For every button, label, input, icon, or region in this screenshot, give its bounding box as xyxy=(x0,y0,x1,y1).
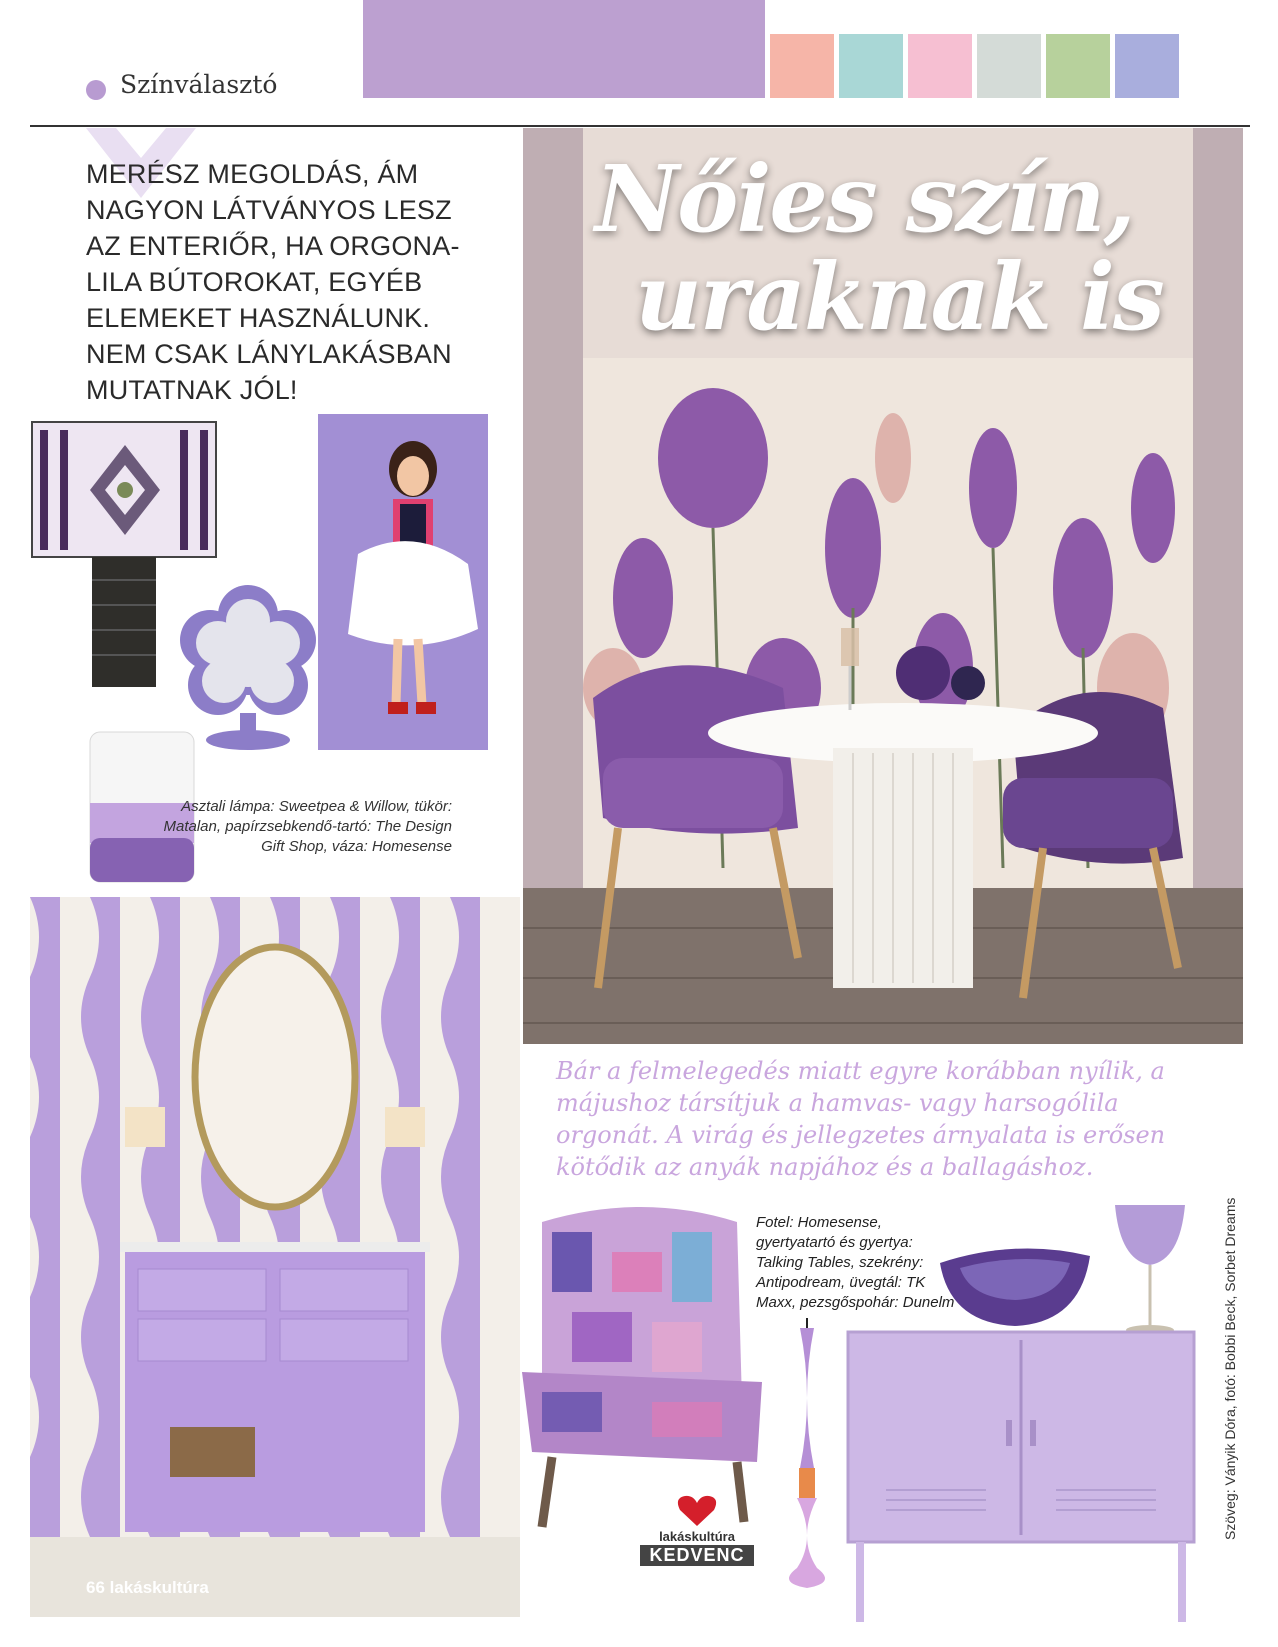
favorite-badge xyxy=(640,1494,754,1566)
swatch-salmon xyxy=(770,34,834,98)
tissue-holder-image xyxy=(318,414,488,750)
page-number: 66 lakáskultúra xyxy=(86,1578,209,1597)
intro-text: MERÉSZ MEGOLDÁS, ÁM NAGYON LÁTVÁNYOS LESZ AZ ENTERIŐR, HA ORGONA-LILA BÚTOROKAT, EGYÉB ELEMEKET HASZNÁLUNK. NEM CSAK LÁNYLAKÁSBAN MUTATNAK JÓL! xyxy=(86,159,460,405)
badge-label: KEDVENC xyxy=(640,1545,754,1566)
swatch-periwinkle xyxy=(1115,34,1179,98)
products-caption-right: Fotel: Homesense, gyertyatartó és gyertya: Talking Tables, szekrény: Antipodream, üvegtál: TK Maxx, pezsgőspohár: Dunelm xyxy=(756,1214,955,1311)
swatch-grey xyxy=(977,34,1041,98)
section-label: Színválasztó xyxy=(120,70,278,99)
pull-quote: Bár a felmelegedés miatt egyre korábban nyílik, a májushoz társítjuk a hamvas- vagy harsogólila orgonát. A virág és jellegzetes árnyalata is erősen kötődik az anyák napjához és a ballagáshoz. xyxy=(556,1057,1166,1181)
header-rule xyxy=(30,125,1250,127)
armchair-image xyxy=(512,1202,770,1534)
swatch-aqua xyxy=(839,34,903,98)
heart-icon xyxy=(640,1494,754,1528)
cabinet-image xyxy=(846,1330,1196,1630)
badge-brand: lakáskultúra xyxy=(640,1528,754,1545)
flower-mirror-image xyxy=(178,585,318,755)
section-dot xyxy=(86,80,106,100)
swatch-pink xyxy=(908,34,972,98)
hero-title-line1: Nőies szín, xyxy=(595,145,1134,253)
hero-title xyxy=(595,145,1163,351)
bathroom-image xyxy=(30,897,520,1617)
products-caption-left: Asztali lámpa: Sweetpea & Willow, tükör: Matalan, papírzsebkendő-tartó: The Design Gift Shop, váza: Homesense xyxy=(163,798,452,855)
champagne-glass-image xyxy=(1110,1200,1190,1340)
glass-bowl-image xyxy=(940,1238,1092,1328)
color-bar-main xyxy=(363,0,765,98)
photo-credit: Szöveg: Ványik Dóra, fotó: Bobbi Beck, Sorbet Dreams xyxy=(1222,1197,1238,1540)
swatch-green xyxy=(1046,34,1110,98)
hero-title-line2: uraknak is xyxy=(635,243,1163,351)
candle-image xyxy=(772,1318,842,1603)
